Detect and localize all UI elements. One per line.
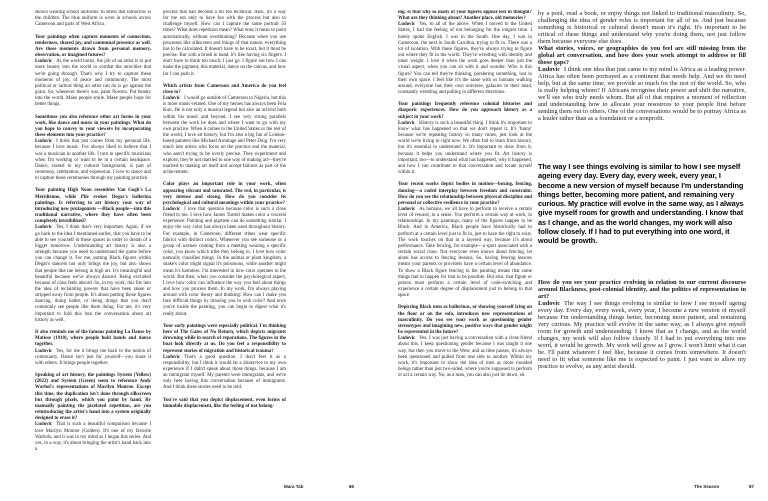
answer-paragraph: Ludovic That is such a beautiful comparison because I love Marilyn Monroe (Golden). It's one of my favorite Warhols, and it was in my mind as I began this series. And yes, in a way, it's about bringing the artist's hand back into a: [35, 422, 151, 453]
pull-quote: The way I see things evolving is similar to how I see myself ageing every day. Every day, every week, every year, I become a new version of myself because I'm understanding things better, becoming more patient, and remaining very curious. My practice will evolve in the same way, as I always give myself room for growth and understanding. I know that as I change, and as the world changes, my work will also follow closely. If I had to put everything into one word, it would be growth.: [538, 162, 744, 246]
question-paragraph: Speaking of art history, the paintings System (Yellow) (2022) and System (Green) seem to reference Andy Warhol's representations of Marilyn Monroe. Except this time, the duplication isn't done through silkscreen but through pixels, which you paint by hand. By manually painting the pixelated repetition, are you reintroducing the artist's hand into a system originally designed to erase it?: [35, 373, 151, 422]
speaker-label: Ludovic: [35, 348, 53, 354]
left-page-column-2: [163, 10, 286, 497]
footer-right-page-number: 87: [749, 484, 755, 489]
question-paragraph: Your paintings frequently reference colonial histories and diasporic experiences. How do you approach history as a subject in your work?: [398, 102, 532, 120]
footer-left-title: Mara Tab: [284, 484, 304, 489]
question-paragraph: What stories, voices, or geographies do you feel are still missing from the global art conversation, and how does your work attempt to address or fill those gaps?: [538, 45, 746, 66]
answer-paragraph: Ludovic The way I see things evolving is similar to how I see myself ageing every day. Every day, every week, every year, I become a new version of myself because I'm understanding things better, becoming more patient, and remaining very curious. My practice will evolve in the same way, as I always give myself room for growth and understanding. I know that as I change, and as the world changes, my work will also follow closely. If I had to put everything into one word, it would be growth. My work will grow as I grow. I won't limit what it can be. I'll paint whatever I feel like, because it comes from somewhere. It doesn't need to fit what someone like me is expected to paint. I just want to allow my practice to evolve, as any artist should.: [538, 299, 746, 370]
speaker-label: Ludovic: [538, 299, 561, 307]
answer-paragraph: Ludovic I love that question because color is such a close friend to me. I love how James Turrell makes color a visceral experience. Painting and pigment can do something similar. I enjoy the way color has always been used throughout history. For example, in Cameroon, different tribes wear specific fabrics with distinct colors. Whenever you see someone or a group of women coming from a meeting wearing a specific color, you know which tribe they belong to. I love how color naturally classifies things. In the animal or plant kingdom, a snake's color might signal it's poisonous, while another might mean it's harmless. I'm interested in how color operates in the world. But then, when you consider the psychological aspect, I love how color can influence the way you feel about things and how you process them. In my work, I'm always playing around with color theory and thinking: How can I make you face difficult things by drawing you in with color? And once you're inside the painting, you can begin to digest what it's really about.: [163, 206, 286, 317]
question-paragraph: Depicting Black men as ballerinas, or showing yourself lying on the floor or on the sofa, introduces new representations of masculinity. Do you see your work as questioning gender stereotypes and imagining new, positive ways that gender might be represented in the future?: [398, 305, 532, 336]
answer-paragraph: Ludovic Yes, to all of the above. When I moved to the United States, I had the feeling of not belonging for the longest time. I barely spoke English. I was in the South. One day, I was in Cameroon, the next in South Carolina, trying to fit in. There was a lot of isolation. With these figures, they're always trying to figure out where they fit in the world. They're wrestling with identity and inner weight. I love it when the work goes deeper than just the visual aspect, when you can sit with it and wonder: Who is this figure? You can tell they're thinking, pondering something, lost in their own space. I feel like it's the same with us humans walking around, everyone has their own universe, galaxies in their head, constantly wrestling and pulling in different directions.: [398, 22, 532, 96]
footer-right-title: The Season: [694, 484, 720, 489]
speaker-label: Ludovic: [35, 139, 53, 145]
speaker-label: Ludovic: [35, 225, 53, 231]
question-paragraph: Color plays an important role in your work, often appearing vibrant and saturated. The red, in particular, is very intense and strong. How do you consider its psychological and cultural meanings within your practice?: [163, 182, 286, 206]
question-paragraph: It also reminds me of the famous painting La Danse by Matisse (1910), where people hold hands and dance together.: [35, 330, 151, 348]
answer-paragraph: Ludovic As the world burns, the job of an artist is to put more beauty into the world to combat the atrocities that we're going through. That's why I try to capture these moments of joy, of peace and community. The most political or radical thing an artist can do is go against the grain. So, whenever there's war, paint flowers. Put beauty into the world. Make people smile. Make people hope for better things.: [35, 59, 151, 108]
question-paragraph: You've said that you depict displacement, even forms of immobile displacement, like the feeling of not belong-: [163, 397, 286, 409]
answer-paragraph: Ludovic History is such a beautiful thing. I think it's important to know what has happened so that we don't repeat it. It's 'funny' because we're repeating history so many times, just look at the world we're living in right now. We often fail to learn from history, but it's essential to understand it. It's important to draw from it, because it helps you understand where you fit. Art history is important, too—to understand what has happened, why it happened, and how I can contribute to that conversation and locate myself within it.: [398, 120, 532, 176]
answer-paragraph: Ludovic I would go outside of Cameroon to Nigeria, but this is more music-related. One of my heroes has always been Fela Kuti. He is not only a musical legend but also an activist both within his music and beyond. I see very strong parallels between the work he does and where I want to go with my own practice. When it comes to the United States or the rest of the world, I love art history, but I'm also a big fan of London-based painters like Michael Armitage and Peter Doig. I'm very much into artists who focus on the practice and the material, who aren't trying to be overly precise. They experiment and explore; they're not married to one way of making art—they're married to making art itself and accept failures as part of the achievement.: [163, 96, 286, 176]
speaker-label: Ludovic: [163, 96, 181, 102]
answer-paragraph: Ludovic That's a good question. I don't feel it as a responsibility, but I think it would be a disservice to my own experience if I didn't speak about those things, because I am an immigrant myself. My parents were immigrants, and we're only here having this conversation because of immigrants. And I think these stories need to be told.: [163, 354, 286, 391]
question-continuation-paragraph: ing. Is that why so many of your figures appear lost in thought? What are they thinking about? Another place, old memories?: [398, 10, 532, 22]
continuation-paragraph: process that had become a bit too technical. Also, it's a way for me not only to have fun with the process but also to challenge myself. How can I capture the same portrait 50 times? What does repetition mean? What does it mean to paint automatically, without overthinking? Because when you use processes like silkscreen and things of that nature, everything has to be calculated. It doesn't have to be exact, but it must be precise. But with a brush in hand, it's like having six fingers. I don't have to think too much; I just go. I figure out how I can make the pigment, this material, dance on the canvas, and how far I can push it.: [163, 10, 286, 77]
speaker-label: Ludovic: [35, 422, 53, 428]
speaker-label: Ludovic: [35, 59, 53, 65]
question-paragraph: Your painting High Noon resembles Van Gogh's La Méridienne, while Plié evokes Degas's ballerina paintings. Is referring to art history your way of introducing new protagonists —Black people—into this traditional narrative, where they have often been completely invisibilized?: [35, 188, 151, 225]
speaker-label: Ludovic: [398, 206, 416, 212]
right-page-column-2: [538, 10, 746, 497]
question-paragraph: Your paintings often capture moments of connection, tenderness, shared joy, and communal presence as well. Are these moments drawn from personal memory, observation, or imagined futures?: [35, 34, 151, 59]
speaker-label: Ludovic: [398, 336, 416, 342]
question-paragraph: Your early paintings were especially political. I'm thinking here of The Gates of No Return, which depicts migrants drowning while in search of reparations. The figures in the boat look directly at us. Do you feel a responsibility to represent stories of migration and historical trauma?: [163, 323, 286, 354]
speaker-label: Ludovic: [398, 22, 416, 28]
question-paragraph: How do you see your practice evolving in relation to our current discourse around Blackness, post-colonial identity, and the politics of representation in art?: [538, 278, 746, 300]
speaker-label: Ludovic: [163, 206, 181, 212]
answer-paragraph: Ludovic Yes, I think that's very important. Again, if we go back to the idea I mentioned earlier, that you have to be able to see yourself in these spaces in order to dream of a bigger tomorrow. Understanding art history is also a strength because you need to understand the game before you can change it. For me, putting Black figures within Degas's dancers not only brings me joy, but also shows that people like me belong in high art. It's meaningful and beautiful because we've always danced. Being excluded because of class feels absurd. So, in my work, this fits into the idea of reclaiming powers that have been taken or stripped away from people. It's about putting those figures dancing, doing ballet, or doing things that you don't commonly see people like them doing. For me, it's very important to fold this into the conversation about art history as well.: [35, 225, 151, 323]
speaker-label: Ludovic: [398, 120, 416, 126]
question-paragraph: Which artists from Cameroon and America do you feel close to?: [163, 83, 286, 96]
continuation-paragraph: shown wearing school uniforms: to stress that tomorrow is the children. The blue uniform is worn in schools across Cameroon and parts of West Africa.: [35, 10, 151, 28]
answer-paragraph: Ludovic I think that just comes from my personal life, because I love music. I've always liked to believe that I was a musician in another life. I turn to specific musicians when I'm working or want to be in a certain headspace. Dance, rooted in my cultural background, is part of ceremony, celebration, and expression. I love to dance and to capture these ceremonies through my painting practice.: [35, 139, 151, 182]
footer-left-page-number: 86: [349, 484, 355, 489]
question-paragraph: Your recent works depict bodies in motion—boxing, fencing, dancing—a coded interplay between freedom and constraint. How do you see the relationship between physical discipline and personal or collective resilience in your practice?: [398, 182, 532, 206]
answer-paragraph: Ludovic Yes. I was just having a conversation with a close friend about this. I keep questioning gender because I was taught it one way, but then you move to the West, and as time passes, it's always been questioned and pulled from one side to another. Within my work, it's important to show the idea of men as more rounded beings rather than just two-sided, where you're supposed to perform or act a certain way. No, as a man, you can also just lie down, sit: [398, 336, 532, 379]
answer-paragraph: Ludovic I think one idea that just came to my mind is Africa as a leading power. Africa has often been portrayed as a continent that needs help. And we do need help, but at the same time, we provide so much for the rest of the world. So, who is really helping whom? If Africans recognise their power and shift the narrative, we'll see who truly needs whom. But all of that requires a moment of reflection and understanding how to allocate your resources to your people first before sending them out to others. One of the conversations would be to portray Africa as a leader rather than as a foundation or a nonprofit.: [538, 66, 746, 122]
speaker-label: Ludovic: [163, 354, 181, 360]
continuation-paragraph: by a pool, read a book, or enjoy things not linked to traditional masculinity. So, challenging the idea of gender roles is important for all of us. And just because something is historical or cultural doesn't mean it's right. It's important to be critical of these things and understand why you're doing them, not just follow them because everyone else does.: [538, 10, 746, 45]
speaker-label: Ludovic: [538, 66, 561, 73]
left-page-column-1: [35, 10, 151, 497]
answer-paragraph: Ludovic Yes, for me it brings me back to the notion of community. Dance isn't just for yourself—you share it with others. It brings people together.: [35, 348, 151, 366]
question-paragraph: Sometimes you also reference other art forms in your work, like dance and music in your paintings. What do you hope to convey to your viewers by incorporating these elements into your practice?: [35, 114, 151, 139]
right-page-column-1: [398, 10, 532, 497]
answer-paragraph: Ludovic As humans, we all have to perform to receive a certain level of reward, in a sense. You perform a certain way at work, in relationships. In my paintings, many of the figures happen to be Black. And in America, Black people have historically had to perform at a certain level just to fit in, just to have the right to exist. The work touches on that in a layered way, because it's about performance. Take fencing, for example—a sport associated with a certain social class. Not everyone even knows about fencing, let alone has access to fencing lessons. So, having fencing lessons means your parents or providers have a certain level of abundance. To show a Black figure fencing in the painting means that some things had to happen for that to be possible. But also, that figure or person must perform a certain level of code-switching and experience a certain degree of displacement just to belong in that space.: [398, 206, 532, 299]
